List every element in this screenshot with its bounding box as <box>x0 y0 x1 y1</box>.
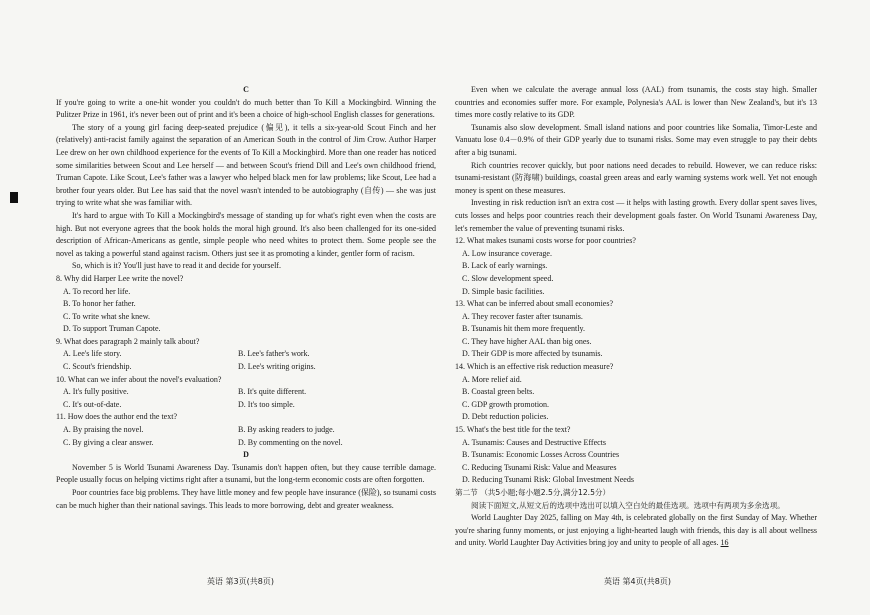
section-d-paragraph-2: Poor countries face big problems. They have little money and few people have insurance (保险), so tsunami costs can be much higher than their national savings. This leads to more borrowing, debt and greater weakness. <box>56 488 436 510</box>
question-15 <box>455 424 817 487</box>
question-11 <box>56 411 436 449</box>
tsunami-paragraph-6: Investing in risk reduction isn't an extra cost — it helps with lasting growth. Every dollar spent saves lives, cuts losses and helps poor countries reach their development goals faster. On World Tsunami Awareness Day, let's remember the value of preventing tsunami risks. <box>455 198 817 233</box>
question-stem: 13. What can be inferred about small economies? <box>455 299 614 309</box>
answer-option: D. Debt reduction policies. <box>462 412 549 422</box>
answer-option: A. Low insurance coverage. <box>462 248 552 258</box>
answer-option: A. It's fully positive. <box>63 387 129 397</box>
answer-option: B. Coastal green belts. <box>462 387 535 397</box>
section-c-paragraph-1: If you're going to write a one-hit wonder you couldn't do much better than To Kill a Mockingbird. Winning the Pulitzer Prize in 1961, it's never been out of print and it's been a choice of high-school English classes for generations. <box>56 97 436 120</box>
part-two-heading: 第二节 （共5小题;每小题2.5分,满分12.5分） <box>455 488 611 497</box>
answer-option: A. By praising the novel. <box>63 425 144 435</box>
answer-option: D. Lee's writing origins. <box>238 362 316 372</box>
answer-option: A. They recover faster after tsunamis. <box>462 311 583 321</box>
tsunami-paragraph-5: Rich countries recover quickly, but poor nations need decades to rebuild. However, we can reduce risks: tsunami-resistant (防海啸) buildings, coastal green areas and early warning systems work well. Yet not enough money is spent on these measures. <box>455 160 817 195</box>
answer-option: C. To write what she knew. <box>63 311 150 321</box>
answer-option: A. More relief aid. <box>462 374 522 384</box>
question-14 <box>455 361 817 424</box>
question-stem: 11. How does the author end the text? <box>56 412 178 422</box>
question-8 <box>56 273 436 336</box>
answer-option: D. Their GDP is more affected by tsunamis. <box>462 349 603 359</box>
answer-option: B. It's quite different. <box>238 387 307 397</box>
answer-option: A. Tsunamis: Causes and Destructive Effects <box>462 437 607 447</box>
question-9 <box>56 336 436 374</box>
section-d-letter: D <box>243 450 249 460</box>
answer-option: A. Lee's life story. <box>63 349 122 359</box>
question-stem: 10. What can we infer about the novel's evaluation? <box>56 374 222 384</box>
question-12 <box>455 235 817 298</box>
answer-option: B. Lack of early warnings. <box>462 261 548 271</box>
section-c-letter: C <box>243 85 249 94</box>
answer-option: C. By giving a clear answer. <box>63 437 154 447</box>
right-page <box>455 0 817 615</box>
question-stem: 12. What makes tsunami costs worse for poor countries? <box>455 236 636 246</box>
answer-option: C. It's out-of-date. <box>63 399 122 409</box>
answer-option: C. They have higher AAL than big ones. <box>462 336 592 346</box>
page-footer-4: 英语 第4页(共8页) <box>604 577 671 586</box>
section-c-paragraph-2: The story of a young girl facing deep-seated prejudice (偏见), it tells a six-year-old Scout Finch and her (relatively) anti-racist family against the separation of an American South in the control of Jim Crow. Author Harper Lee drew on her own childhood experience for the events of To Kill a Mockingbird. More than one reader has noticed some similarities between Scout and Lee herself — and between Scout's friend Dill and Lee's own childhood friend, Truman Capote. Like Scout, Lee's father was a lawyer who helped black men for law problems; like Scout, Lee had a brother four years older. But Lee has said that the novel wasn't intended to be autobiography (自传) — she was just trying to write what she was familiar with. <box>56 122 436 208</box>
answer-option: B. Tsunamis: Economic Losses Across Countries <box>462 450 620 460</box>
answer-option: C. Slow development speed. <box>462 273 554 283</box>
page-footer-3: 英语 第3页(共8页) <box>207 577 274 586</box>
laughter-day-paragraph <box>455 512 817 550</box>
section-c-paragraph-3: It's hard to argue with To Kill a Mockingbird's message of standing up for what's right even when the costs are high. But not everyone agrees that the book holds the moral high ground. It's also been challenged for its one-sided description of African-Americans as gentle, simple people who need whites to protect them. Some people see the novel as taking a powerful stand against racism. Others just see it as promoting a kinder, gentler form of racism. <box>56 210 436 258</box>
answer-option: A. To record her life. <box>63 286 131 296</box>
blank-16: 16 <box>720 538 729 548</box>
answer-option: D. Simple basic facilities. <box>462 286 545 296</box>
answer-option: D. It's too simple. <box>238 399 295 409</box>
tsunami-paragraph-3: Even when we calculate the average annual loss (AAL) from tsunamis, the costs stay high. Smaller countries and economies suffer more. For example, Polynesia's AAL is lower than New Zealand's, but it's 13 times more costly relative to its GDP. <box>455 85 817 120</box>
answer-option: B. By asking readers to judge. <box>238 425 335 435</box>
question-stem: 15. What's the best title for the text? <box>455 425 571 435</box>
question-10 <box>56 374 436 412</box>
left-page <box>56 0 436 615</box>
laughter-day-text: World Laughter Day 2025, falling on May 4th, is celebrated globally on the first Sunday of May. Whether you're sharing funny moments, or just enjoying a light-hearted laugh with friends, this day is all about wellness and unity. World Laughter Day Activities bring joy and unity to people of all ages. <box>455 513 817 548</box>
answer-option: C. Reducing Tsunami Risk: Value and Measures <box>462 462 617 472</box>
question-stem: 8. Why did Harper Lee write the novel? <box>56 273 184 283</box>
answer-option: D. Reducing Tsunami Risk: Global Investment Needs <box>462 475 634 485</box>
answer-option: B. Tsunamis hit them more frequently. <box>462 324 585 334</box>
answer-option: C. GDP growth promotion. <box>462 399 550 409</box>
question-stem: 14. Which is an effective risk reduction measure? <box>455 362 614 372</box>
page-marker <box>10 192 18 203</box>
answer-option: B. To honor her father. <box>63 299 136 309</box>
question-stem: 9. What does paragraph 2 mainly talk about? <box>56 336 200 346</box>
part-two-instruction: 阅读下面短文,从短文后的选项中选出可以填入空白处的最佳选项。选项中有两项为多余选项。 <box>471 500 785 510</box>
answer-option: D. By commenting on the novel. <box>238 437 343 447</box>
question-13 <box>455 298 817 361</box>
section-d-paragraph-1: November 5 is World Tsunami Awareness Day. Tsunamis don't happen often, but they cause terrible damage. People usually focus on helping victims right after a tsunami, but the long-term economic costs are often forgotten. <box>56 462 436 485</box>
tsunami-paragraph-4: Tsunamis also slow development. Small island nations and poor countries like Somalia, Timor-Leste and Vanuatu lose 0.4－0.9% of their GDP yearly due to tsunami risks. Some may even struggle to pay their debts after a big tsunami. <box>455 122 817 157</box>
section-c-paragraph-4: So, which is it? You'll just have to read it and decide for yourself. <box>72 261 281 271</box>
answer-option: D. To support Truman Capote. <box>63 324 161 334</box>
answer-option: C. Scout's friendship. <box>63 362 132 372</box>
answer-option: B. Lee's father's work. <box>238 349 310 359</box>
